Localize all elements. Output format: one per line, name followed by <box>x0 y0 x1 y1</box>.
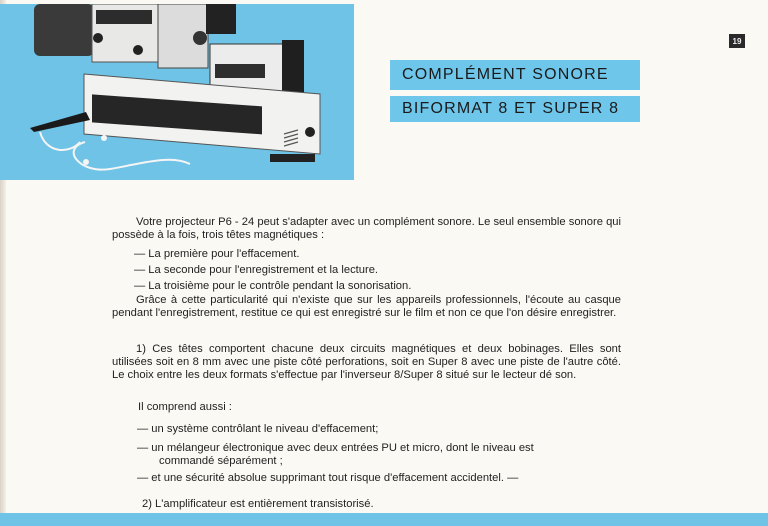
also-item-2-line1: — un mélangeur électronique avec deux entrées PU et micro, dont le niveau est <box>137 442 534 454</box>
also-item-3: — et une sécurité absolue supprimant tout risque d'effacement accidentel. — <box>137 472 519 484</box>
title-banner-line1 <box>390 60 640 90</box>
page-title: COMPLÉMENT SONORE <box>402 66 609 83</box>
point-2-paragraph: 2) L'amplificateur est entièrement transistorisé. <box>142 498 374 510</box>
also-label: Il comprend aussi : <box>138 401 232 413</box>
page-subtitle: BIFORMAT 8 ET SUPER 8 <box>402 100 620 117</box>
head-item-1: — La première pour l'effacement. <box>134 248 300 260</box>
also-item-2-line2: commandé séparément ; <box>159 455 283 467</box>
page-number-badge: 19 <box>729 34 745 48</box>
projector-illustration-icon <box>0 4 354 180</box>
projector-photo <box>0 4 354 180</box>
title-banner-line2 <box>390 96 640 122</box>
head-item-2: — La seconde pour l'enregistrement et la lecture. <box>134 264 379 276</box>
also-item-1: — un système contrôlant le niveau d'effacement; <box>137 423 379 435</box>
intro-paragraph: Votre projecteur P6 - 24 peut s'adapter avec un complément sonore. Le seul ensemble sonore qui possède à la fois, trois têtes magnétiques : <box>112 216 621 241</box>
footer-color-band <box>0 513 768 526</box>
head-item-3: — La troisième pour le contrôle pendant la sonorisation. <box>134 280 412 292</box>
point-1-paragraph: 1) Ces têtes comportent chacune deux circuits magnétiques et deux bobinages. Elles sont utilisées soit en 8 mm avec une piste côté perforations, soit en Super 8 avec une piste de l'autre côté. Le choix entre les deux formats s'effectue par l'inverseur 8/Super 8 situé sur le lecteur dé son. <box>112 343 621 381</box>
also-item-2 <box>137 442 625 468</box>
grace-paragraph: Grâce à cette particularité qui n'existe que sur les appareils professionnels, l'écoute au casque pendant l'enregistrement, restitue ce qui est enregistré sur le film et non ce que l'on désire enregistrer. <box>112 294 621 319</box>
